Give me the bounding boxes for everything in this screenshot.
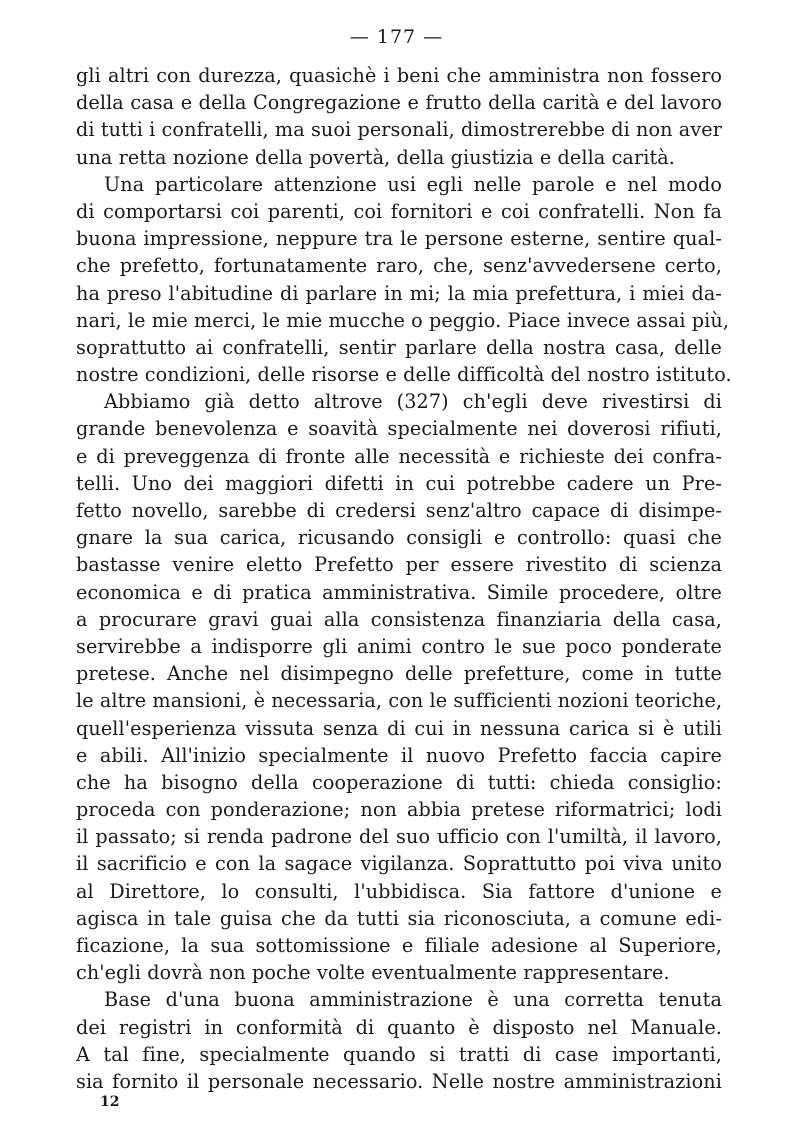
text-line: nostre condizioni, delle risorse e delle difficoltà del nostro istituto. xyxy=(76,363,732,387)
text-line: agisca in tale guisa che da tutti sia riconosciuta, a comune edi- xyxy=(76,906,722,930)
body-text xyxy=(76,62,732,1095)
text-line: servirebbe a indisporre gli animi contro le sue poco ponderate xyxy=(76,634,722,658)
text-line: e di preveggenza di fronte alle necessità e richieste dei confra- xyxy=(76,444,722,468)
text-line: che ha bisogno della cooperazione di tutti: chieda consiglio: xyxy=(76,770,722,794)
text-line: una retta nozione della povertà, della giustizia e della carità. xyxy=(76,145,676,169)
text-line: che prefetto, fortunatamente raro, che, senz'avvedersene certo, xyxy=(76,254,722,278)
text-line: a procurare gravi guai alla consistenza finanziaria della casa, xyxy=(76,607,722,631)
text-line: della casa e della Congregazione e frutto della carità e del lavoro xyxy=(76,91,722,115)
text-line: economica e di pratica amministrativa. Simile procedere, oltre xyxy=(76,580,722,604)
text-line: grande benevolenza e soavità specialmente nei doverosi rifiuti, xyxy=(76,417,722,441)
text-line: A tal fine, specialmente quando si tratti di case importanti, xyxy=(76,1042,722,1066)
text-line: buona impressione, neppure tra le persone esterne, sentire qual- xyxy=(76,227,722,251)
text-line: al Direttore, lo consulti, l'ubbidisca. Sia fattore d'unione e xyxy=(76,879,722,903)
page-number-header: — 177 — xyxy=(349,26,444,48)
text-line: telli. Uno dei maggiori difetti in cui potrebbe cadere un Pre- xyxy=(76,471,722,495)
text-line: gli altri con durezza, quasichè i beni che amministra non fossero xyxy=(76,64,722,87)
text-line: sia fornito il personale necessario. Nelle nostre amministrazioni xyxy=(76,1069,722,1093)
text-line: ha preso l'abitudine di parlare in mi; la mia prefettura, i miei da- xyxy=(76,281,722,305)
text-line: dei registri in conformità di quanto è disposto nel Manuale. xyxy=(76,1015,722,1039)
signature-mark: 12 xyxy=(100,1094,120,1110)
text-line: Base d'una buona amministrazione è una corretta tenuta xyxy=(104,988,722,1012)
text-line: di tutti i confratelli, ma suoi personali, dimostrerebbe di non aver xyxy=(76,118,723,142)
text-line: Abbiamo già detto altrove (327) ch'egli deve rivestirsi di xyxy=(104,390,722,414)
text-line: Una particolare attenzione usi egli nelle parole e nel modo xyxy=(104,172,722,196)
text-line: gnare la sua carica, ricusando consigli e controllo: quasi che xyxy=(76,526,722,550)
text-line: il sacrificio e con la sagace vigilanza. Soprattutto poi viva unito xyxy=(76,852,722,876)
text-line: fetto novello, sarebbe di credersi senz'altro capace di disimpe- xyxy=(76,499,722,522)
text-line: e abili. All'inizio specialmente il nuovo Prefetto faccia capire xyxy=(76,743,722,767)
text-line: proceda con ponderazione; non abbia pretese riformatrici; lodi xyxy=(76,798,722,822)
text-line: il passato; si renda padrone del suo ufficio con l'umiltà, il lavoro, xyxy=(76,825,722,849)
text-line: nari, le mie merci, le mie mucche o peggio. Piace invece assai più, xyxy=(76,308,730,332)
text-line: soprattutto ai confratelli, sentir parlare della nostra casa, delle xyxy=(76,335,722,359)
text-line: di comportarsi coi parenti, coi fornitori e coi confratelli. Non fa xyxy=(76,199,722,223)
text-line: ficazione, la sua sottomissione e filiale adesione al Superiore, xyxy=(76,934,722,957)
text-line: ch'egli dovrà non poche volte eventualmente rappresentare. xyxy=(76,961,670,985)
text-line: le altre mansioni, è necessaria, con le sufficienti nozioni teoriche, xyxy=(76,689,723,713)
text-line: bastasse venire eletto Prefetto per essere rivestito di scienza xyxy=(76,553,722,577)
text-line: quell'esperienza vissuta senza di cui in nessuna carica si è utili xyxy=(76,716,722,740)
text-line: pretese. Anche nel disimpegno delle prefetture, come in tutte xyxy=(76,662,722,686)
